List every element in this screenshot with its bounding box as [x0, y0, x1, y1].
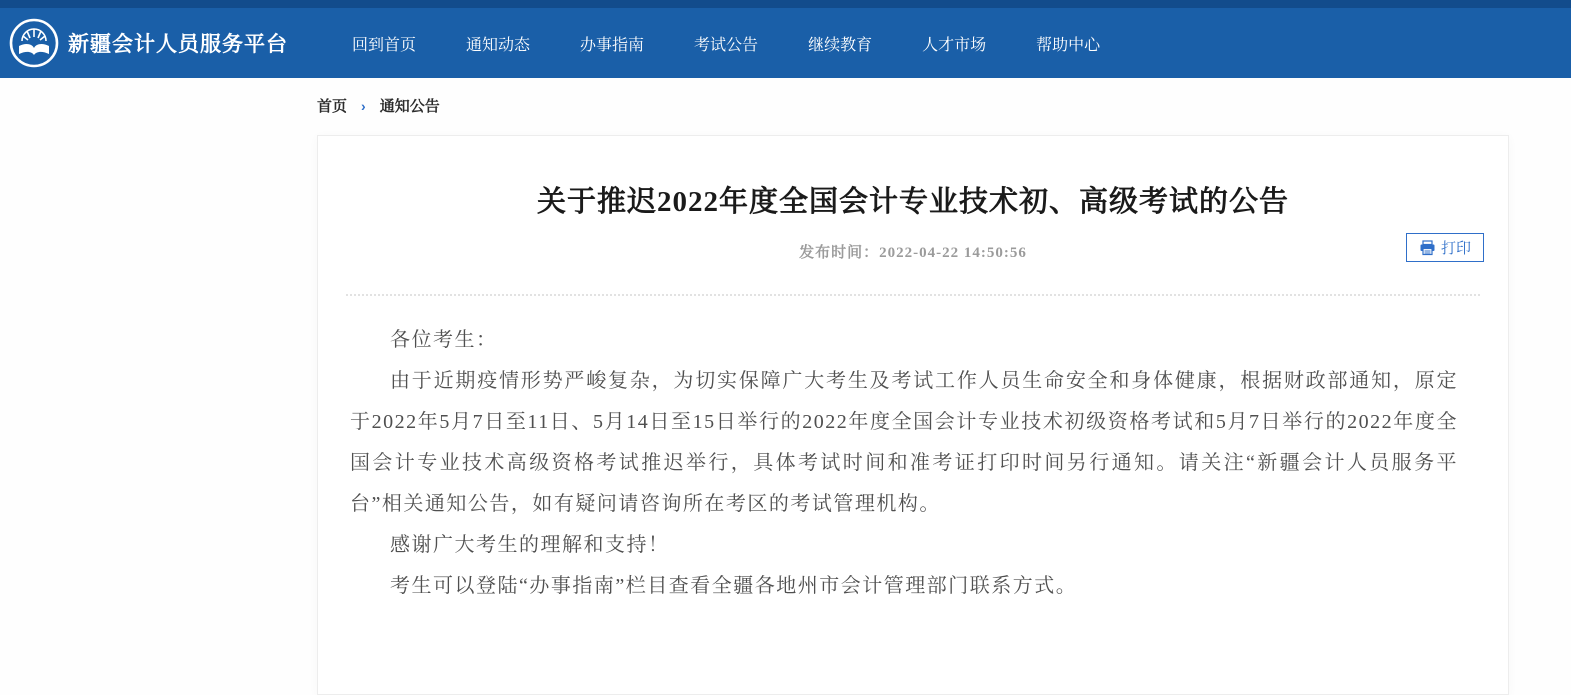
article-card	[317, 135, 1509, 695]
article-paragraph: 各位考生：	[390, 329, 498, 351]
site-logo-icon	[8, 17, 60, 69]
site-brand[interactable]	[8, 17, 288, 69]
article-title: 关于推迟2022年度全国会计专业技术初、高级考试的公告	[536, 186, 1289, 218]
publish-time: 发布时间：2022-04-22 14:50:56	[799, 245, 1027, 261]
main-nav	[344, 26, 1108, 61]
print-button[interactable]	[1406, 233, 1484, 262]
breadcrumb-separator-icon: ›	[361, 97, 366, 114]
article-paragraph: 感谢广大考生的理解和支持！	[390, 534, 670, 556]
breadcrumb-current[interactable]: 通知公告	[379, 98, 440, 115]
nav-item-home[interactable]: 回到首页	[352, 36, 417, 54]
print-button-label: 打印	[1440, 240, 1471, 257]
nav-item-help-center[interactable]: 帮助中心	[1036, 36, 1101, 54]
nav-item-continuing-education[interactable]: 继续教育	[808, 36, 873, 54]
breadcrumb-home[interactable]: 首页	[317, 98, 348, 115]
nav-item-guide[interactable]: 办事指南	[580, 36, 645, 54]
article-meta-row	[318, 238, 1508, 268]
navbar-top-strip	[0, 0, 1571, 8]
printer-icon	[1419, 240, 1436, 256]
nav-item-exam-announcements[interactable]: 考试公告	[694, 36, 759, 54]
article-body	[350, 320, 1458, 607]
breadcrumb	[317, 95, 440, 116]
dotted-divider	[346, 294, 1480, 296]
article-paragraph: 由于近期疫情形势严峻复杂，为切实保障广大考生及考试工作人员生命安全和身体健康，根据财政部通知，原定于2022年5月7日至11日、5月14日至15日举行的2022年度全国会计专业技术初级资格考试和5月7日举行的2022年度全国会计专业技术高级资格考试推迟举行，具体考试时间和准考证打印时间另行通知。请关注“新疆会计人员服务平台”相关通知公告，如有疑问请咨询所在考区的考试管理机构。	[350, 370, 1458, 515]
nav-item-talent-market[interactable]: 人才市场	[922, 36, 987, 54]
top-navbar	[0, 8, 1571, 78]
article-paragraph: 考生可以登陆“办事指南”栏目查看全疆各地州市会计管理部门联系方式。	[390, 575, 1078, 597]
site-title: 新疆会计人员服务平台	[68, 33, 288, 56]
nav-item-notices[interactable]: 通知动态	[466, 36, 531, 54]
